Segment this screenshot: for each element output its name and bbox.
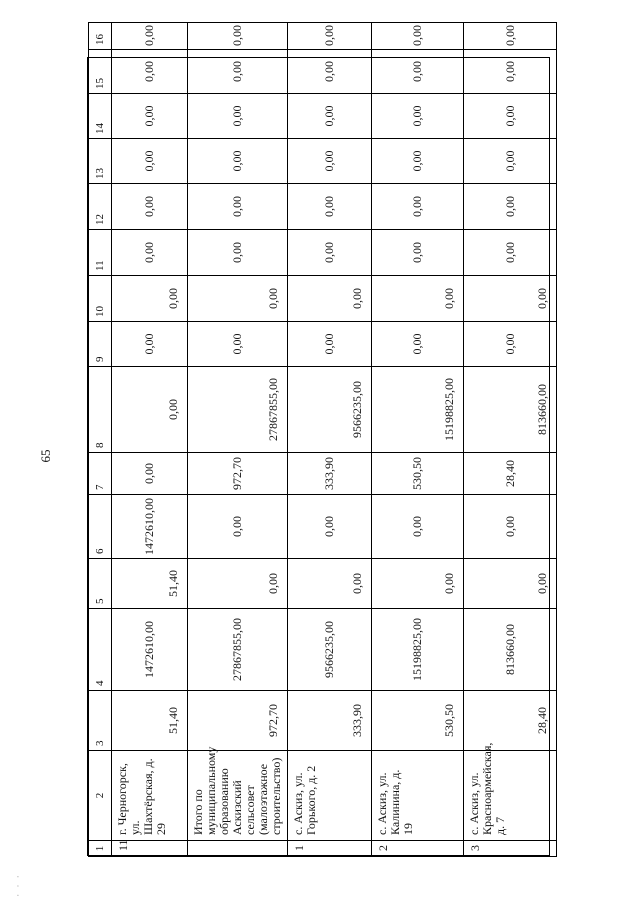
value-cell: 0,00 — [464, 50, 557, 94]
value-cell: 51,40 — [112, 691, 188, 751]
address-cell: с. Аскиз, ул. Красноармейская, д. 7 — [464, 751, 557, 841]
row-number-cell: 3 — [464, 841, 557, 857]
address-cell: г. Черногорск, ул. Шахтёрская, д. 29 — [112, 751, 188, 841]
value-cell: 9566235,00 — [288, 367, 372, 453]
value-cell: 0,00 — [288, 276, 372, 322]
data-table — [88, 22, 557, 857]
value-cell: 0,00 — [464, 184, 557, 230]
value-cell: 972,70 — [188, 453, 288, 495]
value-cell: 1472610,00 — [112, 609, 188, 691]
value-cell: 0,00 — [464, 94, 557, 139]
value-cell: 0,00 — [464, 276, 557, 322]
value-cell: 0,00 — [188, 50, 288, 94]
value-cell: 0,00 — [372, 276, 464, 322]
value-cell: 0,00 — [112, 453, 188, 495]
value-cell: 0,00 — [288, 495, 372, 559]
row-number-cell: 1 — [288, 841, 372, 857]
value-cell: 0,00 — [288, 139, 372, 184]
value-cell: 0,00 — [372, 184, 464, 230]
value-cell: 0,00 — [372, 322, 464, 367]
value-cell: 0,00 — [112, 184, 188, 230]
value-cell: 0,00 — [288, 230, 372, 276]
header-cell: 2 — [89, 751, 112, 841]
value-cell: 27867855,00 — [188, 367, 288, 453]
header-cell: 5 — [89, 559, 112, 609]
value-cell: 0,00 — [372, 230, 464, 276]
value-cell: 0,00 — [464, 495, 557, 559]
header-cell: 10 — [89, 276, 112, 322]
margin-mark: · · · — [12, 873, 23, 897]
header-cell: 4 — [89, 609, 112, 691]
value-cell: 0,00 — [288, 23, 372, 50]
row-number-cell: 2 — [372, 841, 464, 857]
value-cell: 813660,00 — [464, 367, 557, 453]
value-cell: 0,00 — [112, 367, 188, 453]
value-cell: 0,00 — [112, 322, 188, 367]
header-cell: 16 — [89, 23, 112, 50]
value-cell: 0,00 — [372, 94, 464, 139]
value-cell: 1472610,00 — [112, 495, 188, 559]
table-row — [372, 23, 464, 857]
value-cell: 0,00 — [464, 230, 557, 276]
value-cell: 0,00 — [112, 23, 188, 50]
value-cell: 0,00 — [188, 139, 288, 184]
address-cell: с. Аскиз, ул. Калинина, д. 19 — [372, 751, 464, 841]
value-cell: 0,00 — [188, 276, 288, 322]
value-cell: 333,90 — [288, 691, 372, 751]
value-cell: 0,00 — [464, 139, 557, 184]
header-cell: 15 — [89, 50, 112, 94]
value-cell: 15198825,00 — [372, 367, 464, 453]
table-body — [89, 23, 557, 857]
page-number: 65 — [38, 449, 53, 463]
value-cell: 333,90 — [288, 453, 372, 495]
header-cell: 12 — [89, 184, 112, 230]
value-cell: 0,00 — [372, 50, 464, 94]
value-cell: 0,00 — [112, 94, 188, 139]
value-cell: 813660,00 — [464, 609, 557, 691]
value-cell: 0,00 — [372, 495, 464, 559]
value-cell: 0,00 — [288, 322, 372, 367]
row-number-cell — [188, 841, 288, 857]
value-cell: 0,00 — [188, 23, 288, 50]
value-cell: 28,40 — [464, 453, 557, 495]
value-cell: 0,00 — [112, 50, 188, 94]
value-cell: 0,00 — [188, 495, 288, 559]
value-cell: 51,40 — [112, 559, 188, 609]
rotated-table-frame — [87, 25, 550, 856]
value-cell: 530,50 — [372, 691, 464, 751]
header-cell: 7 — [89, 453, 112, 495]
row-number-cell: 11 — [112, 841, 188, 857]
value-cell: 0,00 — [188, 559, 288, 609]
value-cell: 28,40 — [464, 691, 557, 751]
value-cell: 27867855,00 — [188, 609, 288, 691]
value-cell: 0,00 — [112, 230, 188, 276]
table-row — [188, 23, 288, 857]
value-cell: 0,00 — [464, 322, 557, 367]
table-row — [112, 23, 188, 857]
address-cell: Итого по муниципальному образованию Аскизский сельсовет (малоэтажное строительство) — [188, 751, 288, 841]
table-row — [464, 23, 557, 857]
value-cell: 0,00 — [372, 559, 464, 609]
value-cell: 0,00 — [288, 94, 372, 139]
value-cell: 0,00 — [372, 139, 464, 184]
header-cell: 14 — [89, 94, 112, 139]
value-cell: 0,00 — [188, 94, 288, 139]
header-cell: 8 — [89, 367, 112, 453]
value-cell: 0,00 — [188, 322, 288, 367]
value-cell: 15198825,00 — [372, 609, 464, 691]
value-cell: 9566235,00 — [288, 609, 372, 691]
value-cell: 0,00 — [288, 50, 372, 94]
value-cell: 0,00 — [288, 184, 372, 230]
header-cell: 3 — [89, 691, 112, 751]
value-cell: 972,70 — [188, 691, 288, 751]
value-cell: 0,00 — [464, 559, 557, 609]
header-cell: 9 — [89, 322, 112, 367]
header-cell: 13 — [89, 139, 112, 184]
value-cell: 0,00 — [188, 230, 288, 276]
header-cell: 11 — [89, 230, 112, 276]
value-cell: 0,00 — [112, 276, 188, 322]
value-cell: 0,00 — [372, 23, 464, 50]
value-cell: 0,00 — [188, 184, 288, 230]
address-cell: с. Аскиз, ул. Горького, д. 2 — [288, 751, 372, 841]
table-row — [288, 23, 372, 857]
value-cell: 0,00 — [464, 23, 557, 50]
header-cell: 6 — [89, 495, 112, 559]
table-rotator — [88, 25, 551, 857]
header-cell: 1 — [89, 841, 112, 857]
value-cell: 530,50 — [372, 453, 464, 495]
value-cell: 0,00 — [288, 559, 372, 609]
header-row — [89, 23, 112, 857]
value-cell: 0,00 — [112, 139, 188, 184]
